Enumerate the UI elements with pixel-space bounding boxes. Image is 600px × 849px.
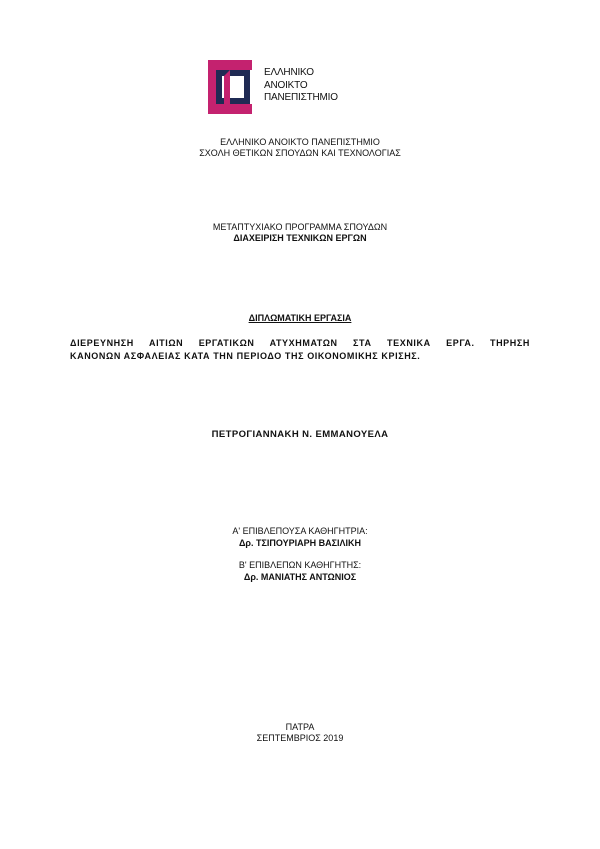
- logo-emblem-icon: [208, 60, 260, 114]
- logo-line-3: ΠΑΝΕΠΙΣΤΗΜΙΟ: [264, 92, 338, 103]
- thesis-title-line-1: ΔΙΕΡΕΥΝΗΣΗ ΑΙΤΙΩΝ ΕΡΓΑΤΙΚΩΝ ΑΤΥΧΗΜΑΤΩΝ ΣΤΑ ΤΕΧΝΙΚΑ ΕΡΓΑ. ΤΗΡΗΣΗ: [70, 338, 530, 348]
- thesis-title: [70, 337, 530, 362]
- footer-block: [0, 722, 600, 744]
- footer-date: ΣΕΠΤΕΜΒΡΙΟΣ 2019: [256, 733, 344, 743]
- logo-line-2: ΑΝΟΙΚΤΟ: [264, 79, 308, 91]
- secondary-supervisor-name: Δρ. ΜΑΝΙΑΤΗΣ ΑΝΤΩΝΙΟΣ: [243, 572, 357, 582]
- program-label: ΜΕΤΑΠΤΥΧΙΑΚΟ ΠΡΟΓΡΑΜΜΑ ΣΠΟΥΔΩΝ: [212, 222, 388, 232]
- secondary-supervisor-label: Β' ΕΠΙΒΛΕΠΩΝ ΚΑΘΗΓΗΤΗΣ:: [238, 560, 362, 570]
- primary-supervisor-name: Δρ. ΤΣΙΠΟΥΡΙΑΡΗ ΒΑΣΙΛΙΚΗ: [238, 538, 362, 548]
- author-name: ΠΕΤΡΟΓΙΑΝΝΑΚΗ Ν. ΕΜΜΑΝΟΥΕΛΑ: [211, 429, 389, 440]
- supervisors-block: [0, 526, 600, 583]
- institution-block: [0, 137, 600, 159]
- thesis-title-line-2: ΚΑΝΟΝΩΝ ΑΣΦΑΛΕΙΑΣ ΚΑΤΑ ΤΗΝ ΠΕΡΙΟΔΟ ΤΗΣ ΟΙΚΟΝΟΜΙΚΗΣ ΚΡΙΣΗΣ.: [70, 350, 421, 361]
- primary-supervisor-label: Α' ΕΠΙΒΛΕΠΟΥΣΑ ΚΑΘΗΓΗΤΡΙΑ:: [232, 526, 368, 536]
- footer-city: ΠΑΤΡΑ: [285, 722, 315, 732]
- logo-wordmark: [264, 67, 338, 105]
- program-name: ΔΙΑΧΕΙΡΙΣΗ ΤΕΧΝΙΚΩΝ ΕΡΓΩΝ: [233, 233, 367, 243]
- thesis-type: ΔΙΠΛΩΜΑΤΙΚΗ ΕΡΓΑΣΙΑ: [248, 313, 352, 323]
- university-logo: [208, 60, 348, 114]
- school-name: ΣΧΟΛΗ ΘΕΤΙΚΩΝ ΣΠΟΥΔΩΝ ΚΑΙ ΤΕΧΝΟΛΟΓΙΑΣ: [199, 148, 401, 158]
- logo-line-1: ΕΛΛΗΝΙΚΟ: [264, 67, 314, 78]
- university-name: ΕΛΛΗΝΙΚΟ ΑΝΟΙΚΤΟ ΠΑΝΕΠΙΣΤΗΜΙΟ: [220, 137, 380, 147]
- program-block: [0, 222, 600, 244]
